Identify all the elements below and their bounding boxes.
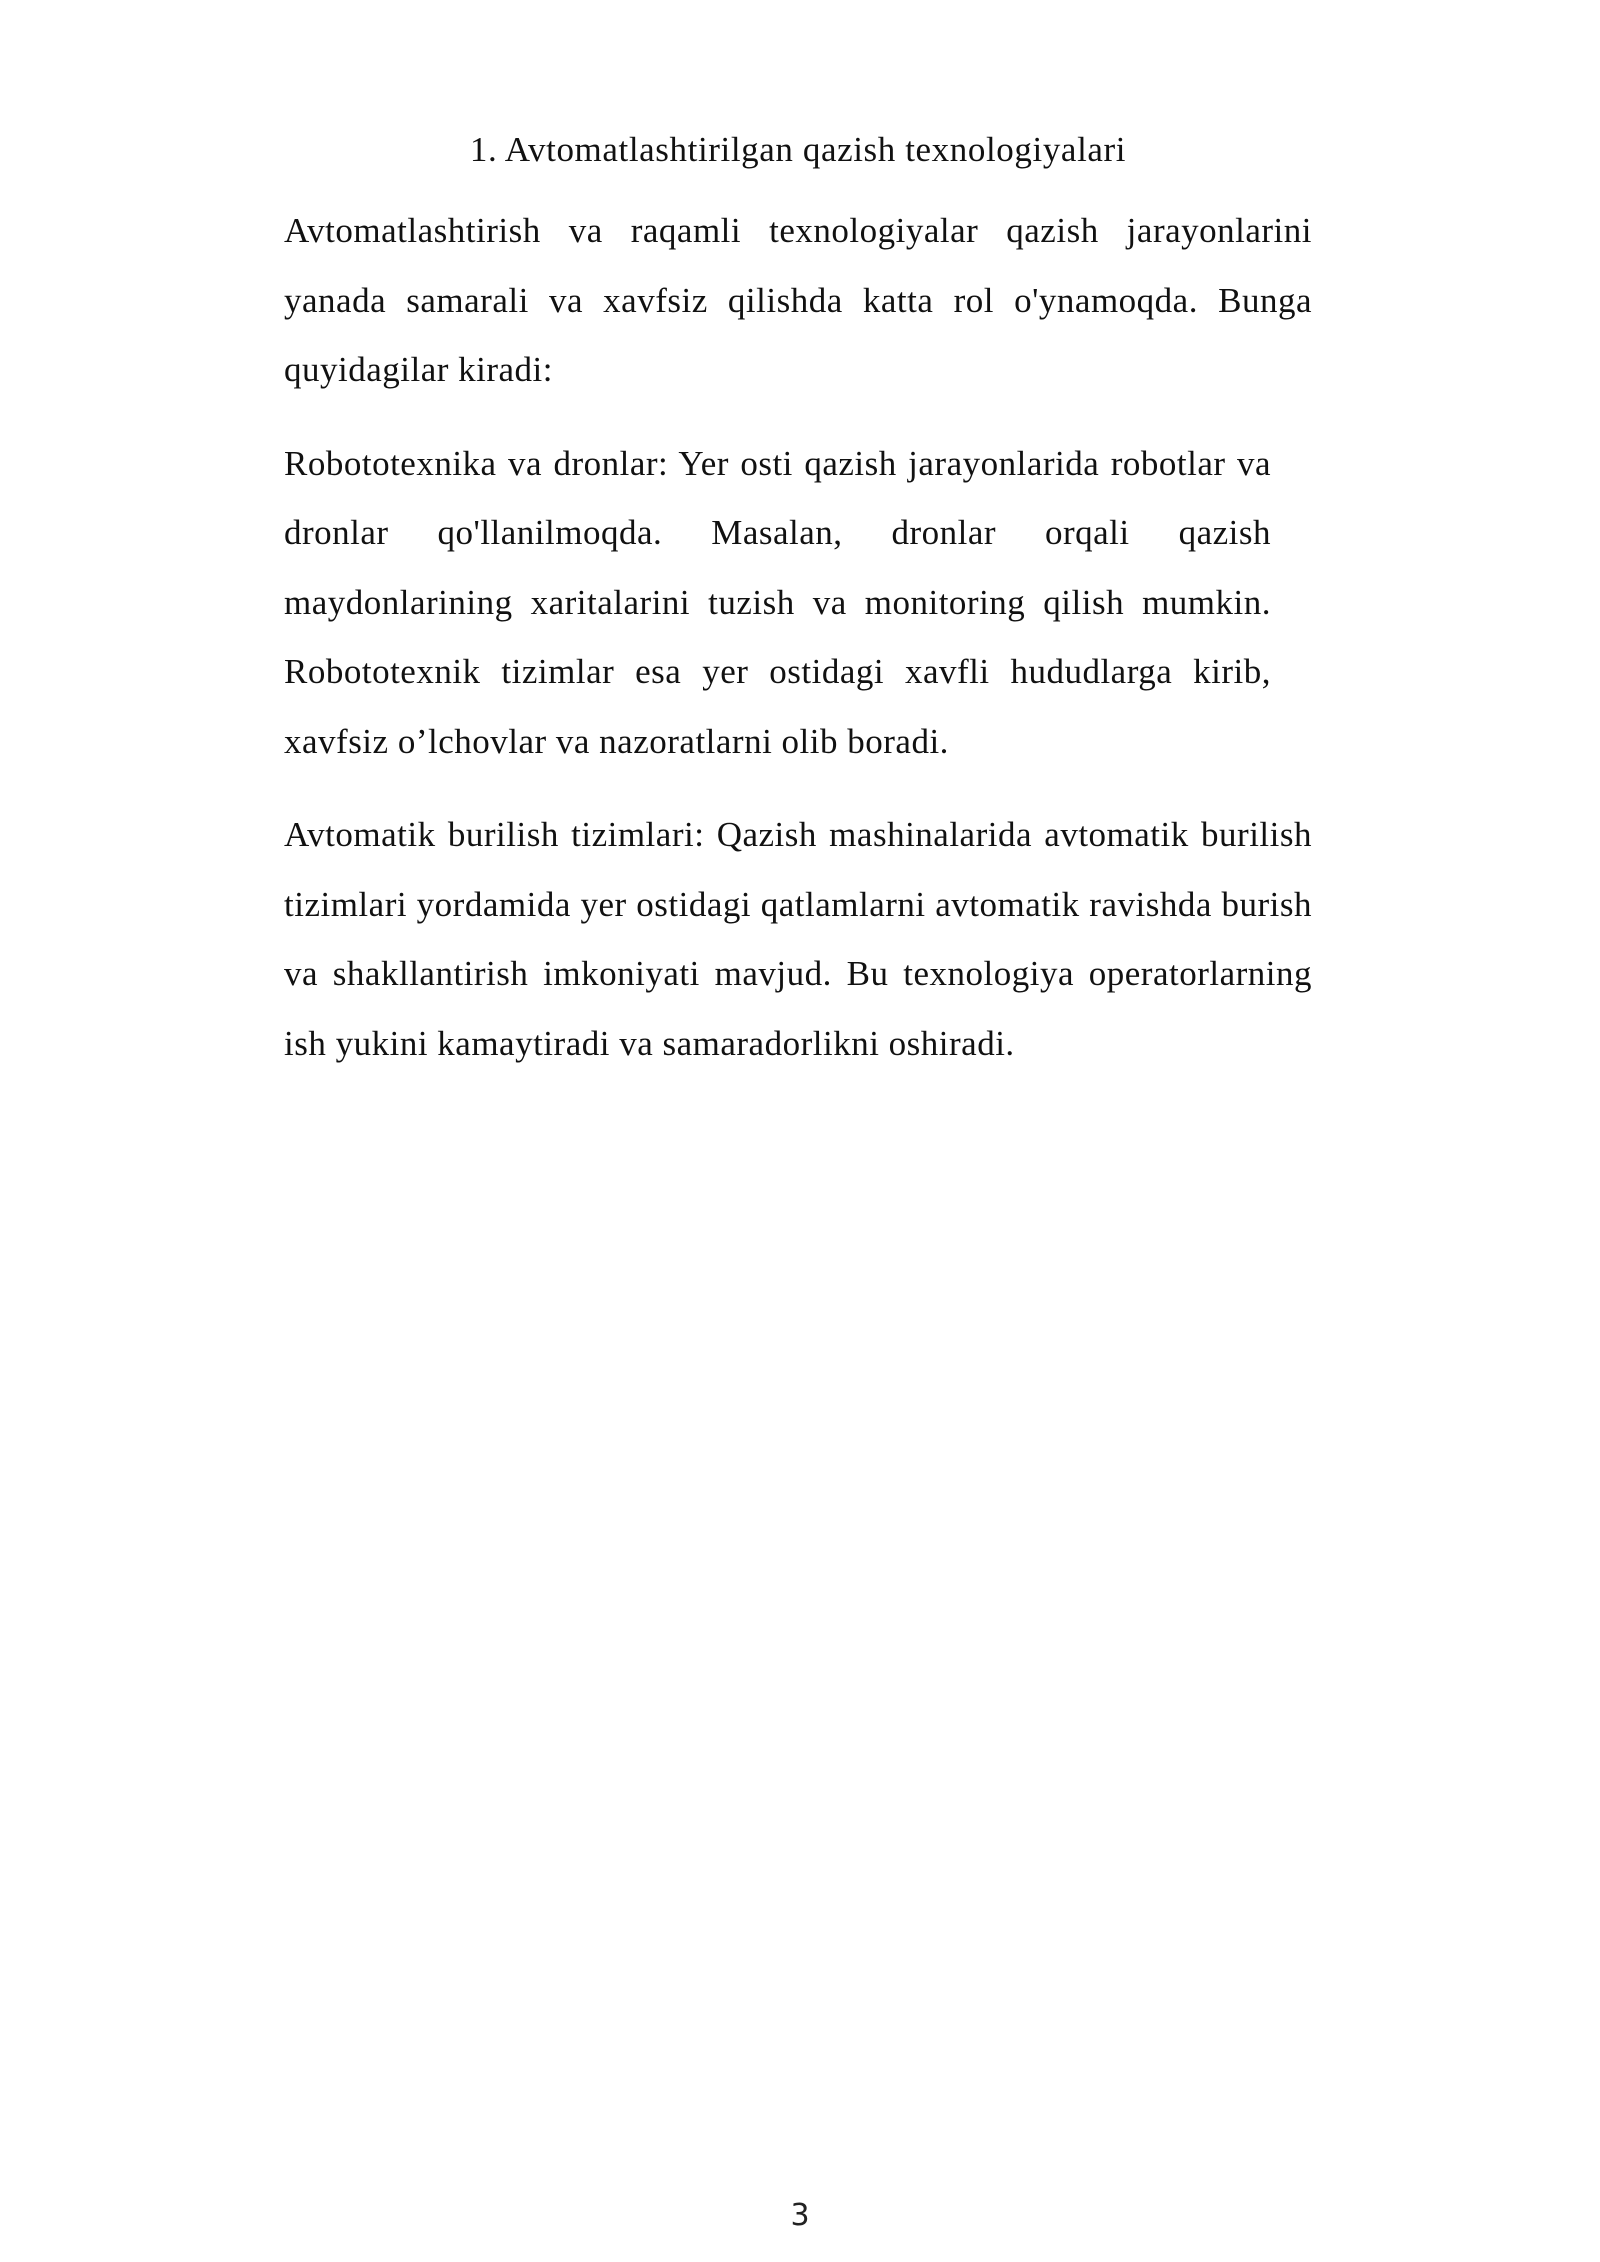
page-number: 3 <box>790 2198 810 2233</box>
section-heading: 1. Avtomatlashtirilgan qazish texnologiyalari <box>469 130 1127 169</box>
paragraph-automatic-steering: Avtomatik burilish tizimlari: Qazish mashinalarida avtomatik burilish tizimlari yordamida yer ostidagi qatlamlarni avtomatik ravishda burish va shakllantirish imkoniyati mavjud. Bu texnologiya operatorlarning ish yukini kamaytiradi va samaradorlikni oshiradi. <box>284 815 1312 1063</box>
paragraph-robotics-drones: Robototexnika va dronlar: Yer osti qazish jarayonlarida robotlar va dronlar qo'llanilmoqda. Masalan, dronlar orqali qazish maydonlarining xaritalarini tuzish va monitoring qilish mumkin. Robototexnik tizimlar esa yer ostidagi xavfli hududlarga kirib, xavfsiz o’lchovlar va nazoratlarni olib boradi. <box>284 443 1271 761</box>
page-content <box>284 120 1312 1078</box>
paragraph-intro: Avtomatlashtirish va raqamli texnologiyalar qazish jarayonlarini yanada samarali va xavfsiz qilishda katta rol o'ynamoqda. Bunga quyidagilar kiradi: <box>284 211 1312 389</box>
